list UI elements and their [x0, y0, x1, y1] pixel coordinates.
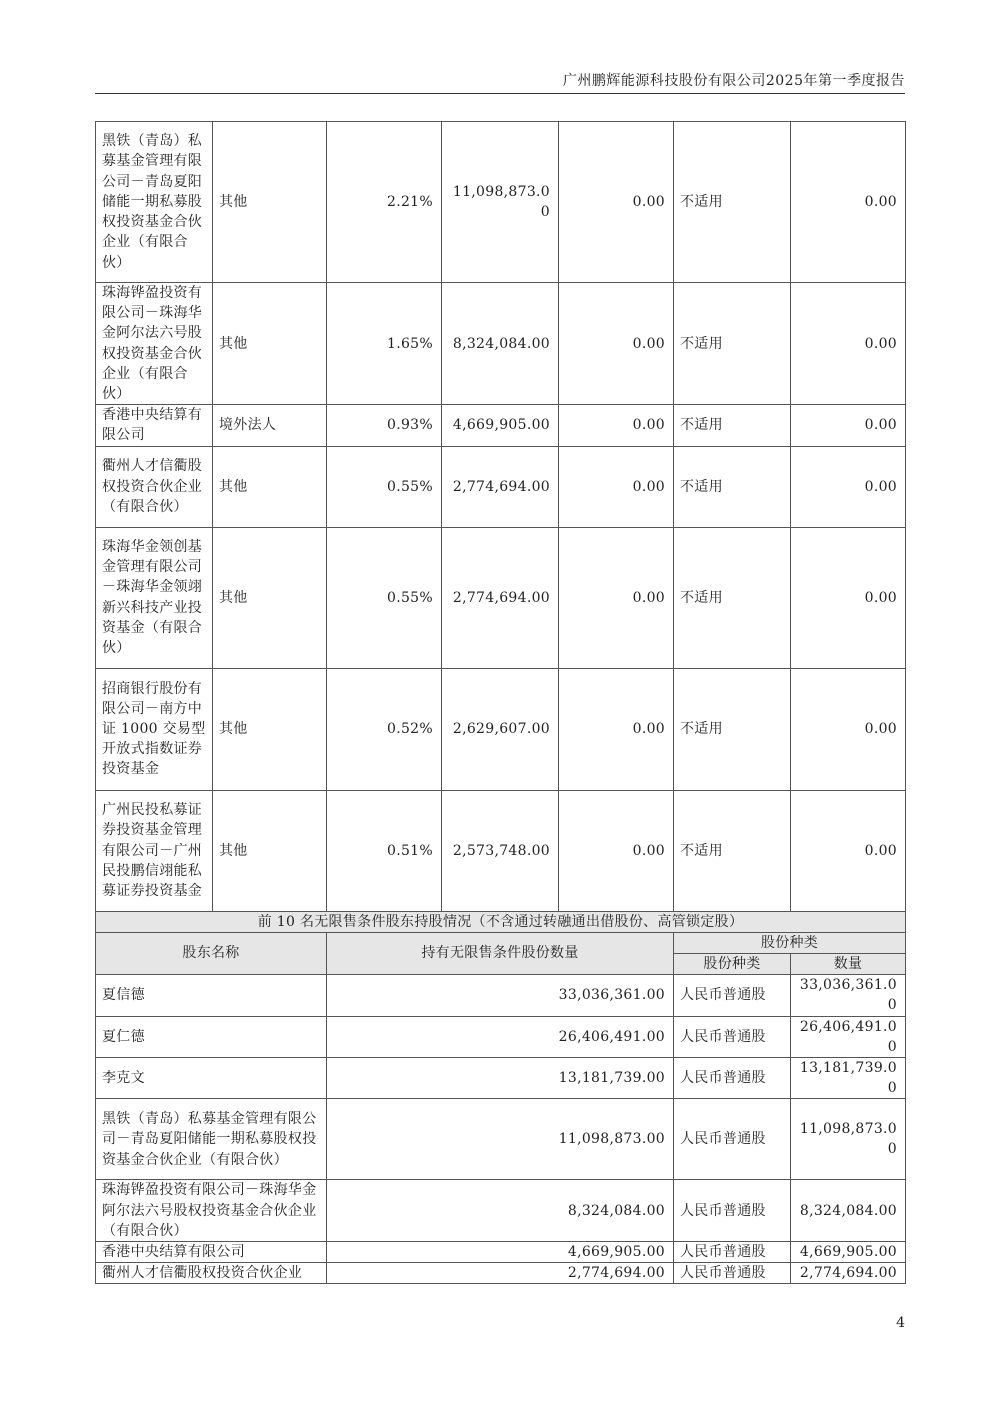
- unrestricted-holder-row: [96, 1099, 906, 1180]
- restricted-shares: 0.00: [559, 446, 674, 527]
- holder-nature: 其他: [213, 668, 327, 790]
- restricted-shares: 0.00: [559, 122, 674, 283]
- pledge-status: 不适用: [674, 668, 791, 790]
- holder-name: 李克文: [96, 1058, 327, 1099]
- page-number: 4: [896, 1315, 905, 1331]
- top-holder-row: [96, 527, 906, 668]
- holder-nature: 其他: [213, 790, 327, 911]
- holding-ratio: 0.55%: [327, 527, 442, 668]
- holder-nature: 其他: [213, 446, 327, 527]
- holder-name: 黑铁（青岛）私募基金管理有限公司－青岛夏阳储能一期私募股权投资基金合伙企业（有限合伙）: [96, 1099, 327, 1180]
- restricted-shares: 0.00: [559, 283, 674, 405]
- share-amount: 13,181,739.00: [791, 1058, 906, 1099]
- unrestricted-holder-row: [96, 1180, 906, 1242]
- share-type: 人民币普通股: [674, 1242, 791, 1263]
- share-amount: 11,098,873.00: [791, 1099, 906, 1180]
- unrestricted-holder-row: [96, 1058, 906, 1099]
- pledge-status: 不适用: [674, 283, 791, 405]
- holding-ratio: 2.21%: [327, 122, 442, 283]
- pledge-status: 不适用: [674, 527, 791, 668]
- holding-ratio: 0.55%: [327, 446, 442, 527]
- share-amount: 33,036,361.00: [791, 975, 906, 1016]
- share-amount: 26,406,491.00: [791, 1016, 906, 1057]
- share-type: 人民币普通股: [674, 1058, 791, 1099]
- unrestricted-quantity: 33,036,361.00: [327, 975, 674, 1016]
- holding-shares: 11,098,873.00: [442, 122, 559, 283]
- pledge-status: 不适用: [674, 446, 791, 527]
- share-type: 人民币普通股: [674, 1263, 791, 1284]
- column-share-type-group: 股份种类: [674, 932, 906, 953]
- unrestricted-quantity: 13,181,739.00: [327, 1058, 674, 1099]
- holder-name: 珠海华金领创基金管理有限公司－珠海华金领翊新兴科技产业投资基金（有限合伙）: [96, 527, 213, 668]
- report-header-title: 广州鹏辉能源科技股份有限公司2025年第一季度报告: [562, 73, 905, 89]
- restricted-shares: 0.00: [559, 668, 674, 790]
- share-type: 人民币普通股: [674, 1016, 791, 1057]
- holder-nature: 其他: [213, 122, 327, 283]
- share-amount: 8,324,084.00: [791, 1180, 906, 1242]
- restricted-shares: 0.00: [559, 405, 674, 446]
- holder-name: 黑铁（青岛）私募基金管理有限公司－青岛夏阳储能一期私募股权投资基金合伙企业（有限合伙）: [96, 122, 213, 283]
- column-holder-name: 股东名称: [96, 932, 327, 974]
- holding-shares: 2,573,748.00: [442, 790, 559, 911]
- pledge-quantity: 0.00: [791, 446, 906, 527]
- header-divider: [95, 93, 905, 94]
- section-title: 前 10 名无限售条件股东持股情况（不含通过转融通出借股份、高管锁定股）: [96, 911, 906, 932]
- share-type: 人民币普通股: [674, 975, 791, 1016]
- column-quantity: 数量: [791, 954, 906, 975]
- pledge-quantity: 0.00: [791, 122, 906, 283]
- pledge-status: 不适用: [674, 405, 791, 446]
- top-holder-row: [96, 790, 906, 911]
- unrestricted-holder-row: [96, 1263, 906, 1284]
- holder-name: 香港中央结算有限公司: [96, 405, 213, 446]
- column-unrestricted-quantity: 持有无限售条件股份数量: [327, 932, 674, 974]
- holder-name: 广州民投私募证券投资基金管理有限公司－广州民投鹏信翊能私募证券投资基金: [96, 790, 213, 911]
- share-type: 人民币普通股: [674, 1099, 791, 1180]
- holder-nature: 其他: [213, 283, 327, 405]
- share-amount: 2,774,694.00: [791, 1263, 906, 1284]
- holding-ratio: 0.51%: [327, 790, 442, 911]
- top-holder-row: [96, 405, 906, 446]
- holding-shares: 8,324,084.00: [442, 283, 559, 405]
- holder-nature: 境外法人: [213, 405, 327, 446]
- holder-name: 招商银行股份有限公司－南方中证 1000 交易型开放式指数证券投资基金: [96, 668, 213, 790]
- holder-name: 香港中央结算有限公司: [96, 1242, 327, 1263]
- holding-ratio: 1.65%: [327, 283, 442, 405]
- holding-ratio: 0.93%: [327, 405, 442, 446]
- holder-name: 夏信德: [96, 975, 327, 1016]
- restricted-shares: 0.00: [559, 790, 674, 911]
- pledge-quantity: 0.00: [791, 283, 906, 405]
- holder-name: 珠海铧盈投资有限公司－珠海华金阿尔法六号股权投资基金合伙企业（有限合伙）: [96, 283, 213, 405]
- restricted-shares: 0.00: [559, 527, 674, 668]
- holder-name: 珠海铧盈投资有限公司－珠海华金阿尔法六号股权投资基金合伙企业（有限合伙）: [96, 1180, 327, 1242]
- unrestricted-quantity: 11,098,873.00: [327, 1099, 674, 1180]
- shareholder-table: [95, 121, 906, 1284]
- top-holder-row: [96, 122, 906, 283]
- unrestricted-holder-row: [96, 975, 906, 1016]
- unrestricted-quantity: 26,406,491.00: [327, 1016, 674, 1057]
- holding-shares: 2,629,607.00: [442, 668, 559, 790]
- share-amount: 4,669,905.00: [791, 1242, 906, 1263]
- unrestricted-quantity: 2,774,694.00: [327, 1263, 674, 1284]
- pledge-status: 不适用: [674, 122, 791, 283]
- column-share-type: 股份种类: [674, 954, 791, 975]
- top-holder-row: [96, 446, 906, 527]
- holding-shares: 2,774,694.00: [442, 446, 559, 527]
- column-header-row: [96, 932, 906, 953]
- holding-ratio: 0.52%: [327, 668, 442, 790]
- pledge-status: 不适用: [674, 790, 791, 911]
- unrestricted-quantity: 4,669,905.00: [327, 1242, 674, 1263]
- holding-shares: 4,669,905.00: [442, 405, 559, 446]
- top-holder-row: [96, 283, 906, 405]
- pledge-quantity: 0.00: [791, 405, 906, 446]
- pledge-quantity: 0.00: [791, 790, 906, 911]
- holding-shares: 2,774,694.00: [442, 527, 559, 668]
- unrestricted-holder-row: [96, 1242, 906, 1263]
- unrestricted-quantity: 8,324,084.00: [327, 1180, 674, 1242]
- top-holder-row: [96, 668, 906, 790]
- holder-nature: 其他: [213, 527, 327, 668]
- section-header-row: [96, 911, 906, 932]
- share-type: 人民币普通股: [674, 1180, 791, 1242]
- pledge-quantity: 0.00: [791, 527, 906, 668]
- holder-name: 夏仁德: [96, 1016, 327, 1057]
- unrestricted-holder-row: [96, 1016, 906, 1057]
- holder-name: 衢州人才信衢股权投资合伙企业: [96, 1263, 327, 1284]
- pledge-quantity: 0.00: [791, 668, 906, 790]
- holder-name: 衢州人才信衢股权投资合伙企业（有限合伙）: [96, 446, 213, 527]
